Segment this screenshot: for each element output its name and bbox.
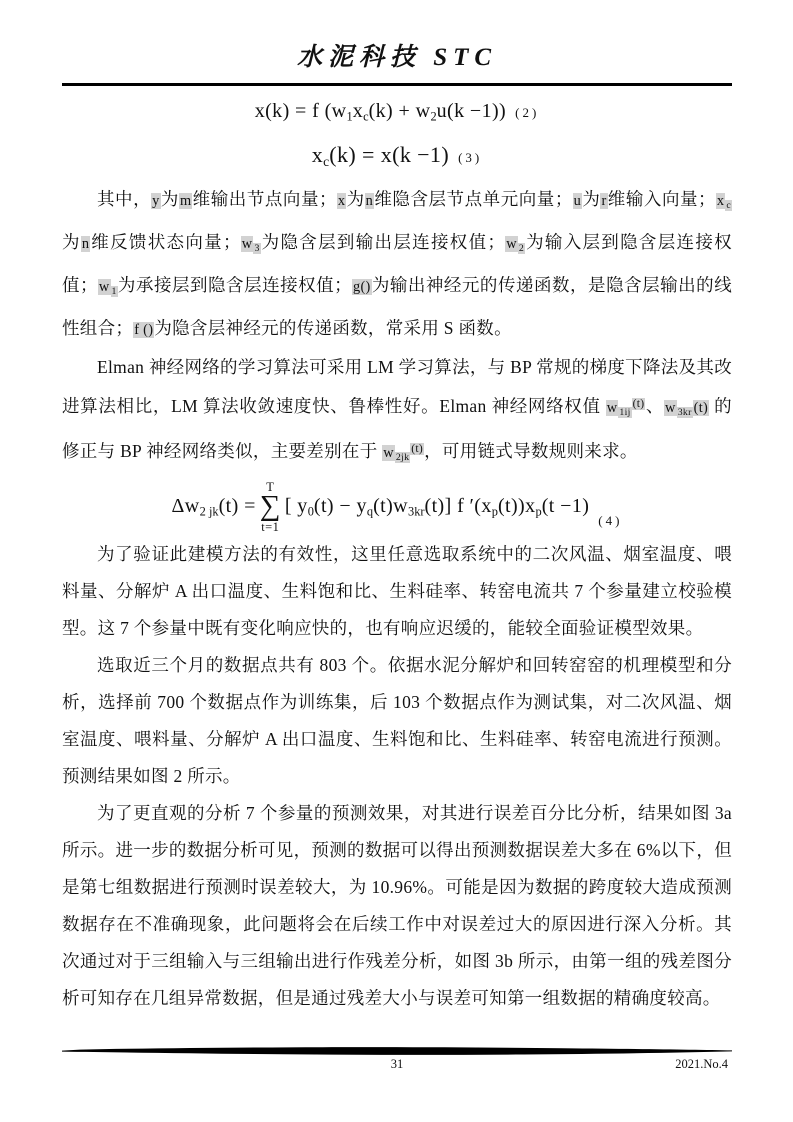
text-run: x: [337, 192, 346, 209]
text-run: 为了更直观的分析 7 个参量的预测效果，对其进行误差百分比分析，结果如图 3a 所示。进一步的数据分析可见，预测的数据可以得出预测数据误差大多在 6%以下，但是第七组数据进行预测时误差较大，为 10.96%。可能是因为数据的跨度较大造成预测数据存在不准确现象，此问题将会在后续工作中对误差过大的原因进行深入分析。其次通过对于三组输入与三组输出进行作残差分析，如图 3b 所示，由第一组的残差图分析可知存在几组异常数据，但是通过残差大小与误差可知第一组数据的精确度较高。: [62, 803, 732, 1009]
text-run: 2: [430, 109, 437, 124]
text-run: 为输入层到隐含层连接权值；: [62, 231, 732, 295]
text-run: 为隐含层神经元的传递函数，常采用 S 函数。: [154, 317, 512, 338]
text-run: 为隐含层到输出层连接权值；: [260, 231, 506, 252]
text-run: Δw: [171, 494, 200, 517]
text-run: 3: [254, 242, 260, 254]
text-run: x: [311, 142, 324, 168]
text-run: 维输入向量；: [607, 188, 716, 209]
text-run: 维反馈状态向量；: [90, 231, 241, 252]
text-run: (t): [632, 397, 645, 410]
paragraph-variables-definition: [62, 181, 732, 349]
text-run: w: [665, 399, 676, 416]
text-run: w: [506, 235, 517, 252]
page-footer: [62, 1047, 732, 1072]
equation-3-body: [312, 142, 449, 167]
text-run: (k) + w: [368, 99, 431, 122]
text-run: 为: [582, 188, 601, 209]
header-rule: [62, 83, 732, 86]
equation-3: [62, 139, 732, 178]
text-run: u: [573, 192, 582, 209]
text-run: n: [81, 235, 90, 252]
text-run: (t): [411, 442, 424, 455]
text-run: w: [383, 445, 394, 461]
equation-4-number: (4): [598, 513, 623, 529]
text-run: 选取近三个月的数据点共有 803 个。依据水泥分解炉和回转窑窑的机理模型和分析，选择前 700 个数据点作为训练集，后 103 个数据点作为测试集，对二次风温、烟室温度、喂料量、分解炉 A 出口温度、生料饱和比、生料硅率、转窑电流进行预测。预测结果如图 2 所示。: [62, 655, 732, 787]
text-run: c: [726, 199, 731, 211]
text-run: 维隐含层节点单元向量；: [374, 188, 573, 209]
text-run: 2jk: [395, 451, 410, 463]
text-run: 2 jk: [199, 504, 219, 519]
text-run: 为: [62, 231, 81, 252]
text-run: 为: [346, 188, 365, 209]
text-run: 、: [645, 395, 665, 416]
text-run: 其中，: [97, 188, 152, 209]
issue-number: 2021.No.4: [675, 1057, 728, 1071]
equation-4-lhs: [172, 495, 256, 519]
equation-2-body: [255, 100, 506, 122]
text-run: y: [152, 192, 160, 209]
sigma-icon: ∑: [259, 490, 281, 523]
text-run: 2: [518, 242, 525, 254]
text-run: u(k −1)): [436, 99, 507, 122]
text-run: g(): [352, 278, 371, 295]
text-run: 的修正与 BP 神经网络类似，主要差别在于: [62, 395, 732, 461]
text-run: Elman 神经网络的学习算法可采用 LM 学习算法，与 BP 常规的梯度下降法及其改进算法相比，LM 算法收敛速度快、鲁棒性好。Elman 神经网络权值: [62, 356, 732, 416]
text-run: r: [601, 192, 607, 209]
text-run: (t) − y: [313, 494, 367, 517]
text-run: 为: [160, 188, 179, 209]
text-run: n: [365, 192, 374, 209]
text-run: 3kr: [677, 406, 692, 418]
text-run: m: [179, 192, 192, 209]
text-run: 1: [346, 109, 353, 124]
summation-symbol: [260, 481, 281, 534]
equation-2: [62, 96, 732, 131]
text-run: [ y: [284, 494, 308, 517]
text-run: p: [491, 504, 498, 519]
text-run: (k) = x(k −1): [329, 142, 450, 168]
paragraph-elman-lm-algorithm: [62, 349, 732, 476]
article-body-continued: [62, 536, 732, 1017]
text-run: x: [716, 192, 725, 209]
text-run: x(k) = f (w: [254, 99, 347, 122]
text-run: w: [606, 399, 618, 416]
text-run: c: [363, 109, 369, 124]
text-run: 1ij: [619, 406, 631, 418]
summation-upper-limit: T: [266, 479, 275, 494]
footer-text-row: [62, 1056, 732, 1072]
text-run: (t −1): [541, 494, 590, 517]
summation-lower-limit: t=1: [261, 519, 280, 534]
text-run: (t) =: [218, 494, 256, 517]
text-run: (t): [693, 399, 709, 416]
text-run: 0: [307, 504, 314, 519]
text-run: f (): [134, 321, 154, 338]
page-number: 31: [390, 1057, 404, 1071]
text-run: 维输出节点向量；: [192, 188, 337, 209]
text-run: w: [98, 278, 110, 295]
text-run: 为输出神经元的传递函数，是隐含层输出的线性组合；: [62, 274, 732, 338]
text-run: 为了验证此建模方法的有效性，这里任意选取系统中的二次风温、烟室温度、喂料量、分解炉 A 出口温度、生料饱和比、生料硅率、转窑电流共 7 个参量建立校验模型。这 7 个参量中既有变化响应快的，也有响应迟缓的，能较全面验证模型效果。: [62, 544, 732, 639]
text-run: (t))x: [497, 494, 536, 517]
text-run: ，可用链式导数规则来求。: [424, 441, 638, 461]
article-body: [62, 181, 732, 476]
text-run: 3kr: [408, 504, 425, 519]
paragraph-error-analysis: [62, 795, 732, 1017]
text-run: (t)] f ′(x: [424, 494, 492, 517]
text-run: 为承接层到隐含层连接权值；: [117, 274, 352, 295]
text-run: x: [352, 99, 364, 122]
equation-4-rhs: [285, 495, 589, 519]
equation-2-number: (2): [515, 104, 540, 120]
paragraph-model-validation: [62, 536, 732, 647]
footer-rule: [62, 1047, 732, 1055]
paragraph-dataset-selection: [62, 647, 732, 795]
journal-title: 水泥科技 STC: [296, 44, 498, 71]
text-run: p: [535, 504, 542, 519]
text-run: (t)w: [373, 494, 408, 517]
equation-3-number: (3): [458, 150, 483, 166]
text-run: w: [241, 235, 253, 252]
equation-4: [62, 481, 732, 534]
text-run: c: [323, 153, 330, 169]
text-run: 1: [111, 285, 117, 297]
text-run: q: [366, 504, 374, 519]
